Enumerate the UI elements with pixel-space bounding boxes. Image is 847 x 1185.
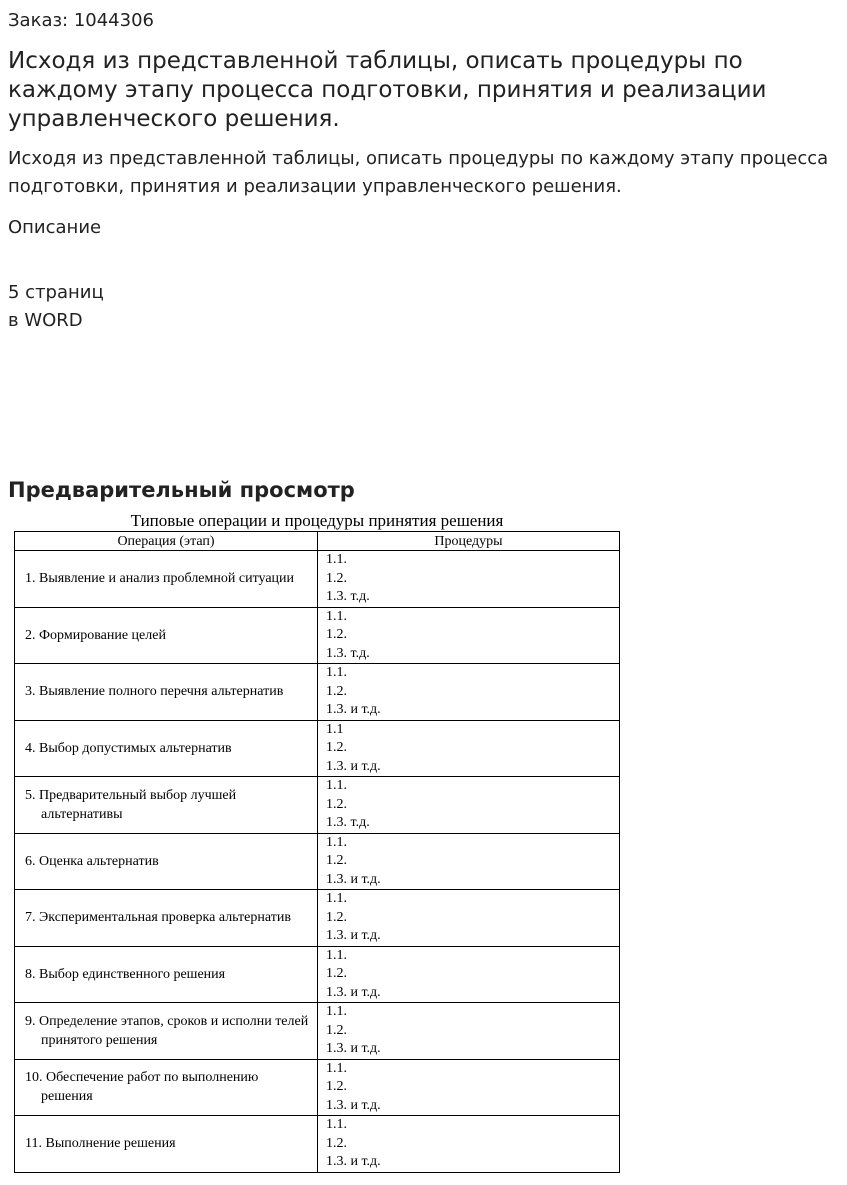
procedure-item: 1.1.: [326, 891, 347, 906]
procedure-item: 1.3. и т.д.: [326, 871, 381, 887]
procedure-item: 1.2.: [326, 740, 347, 755]
procedure-item: 1.1.: [326, 1117, 347, 1132]
procedure-item: 1.3. и т.д.: [326, 1154, 381, 1169]
operation-cell: [15, 833, 318, 890]
procedure-item: 1.1.: [326, 552, 347, 567]
table-row: [15, 1116, 620, 1173]
page-count: 5 страниц: [8, 282, 104, 303]
table-row: [15, 664, 620, 721]
document-info: [8, 279, 104, 335]
table-row: [15, 946, 620, 1003]
procedures-cell: [318, 720, 620, 777]
operation-cell: [15, 1116, 318, 1173]
procedure-item: 1.2.: [326, 796, 347, 812]
procedure-item: 1.3. т.д.: [326, 589, 370, 604]
procedure-item: 1.3. т.д.: [326, 815, 370, 830]
procedures-cell: [318, 551, 620, 608]
table-row: [15, 1003, 620, 1060]
operation-cell: [15, 946, 318, 1003]
procedures-cell: [318, 946, 620, 1003]
operation-cell: [15, 890, 318, 947]
procedure-item: 1.1.: [326, 834, 347, 850]
operation-text: 10. Обеспечение работ по выполнению решения: [25, 1070, 259, 1105]
operation-cell: [15, 720, 318, 777]
operation-text: 6. Оценка альтернатив: [25, 853, 159, 869]
table-row: [15, 607, 620, 664]
procedure-item: 1.1.: [326, 947, 347, 963]
procedure-item: 1.2.: [326, 853, 347, 868]
operation-cell: [15, 551, 318, 608]
description-label: Описание: [8, 217, 102, 238]
table-body: [15, 551, 620, 1173]
operation-cell: [15, 664, 318, 721]
procedure-item: 1.1.: [326, 665, 347, 680]
procedure-item: 1.1.: [326, 1004, 347, 1019]
preview-heading: Предварительный просмотр: [8, 478, 355, 502]
operation-text: 11. Выполнение решения: [25, 1136, 176, 1152]
procedures-cell: [318, 833, 620, 890]
table-row: [15, 1059, 620, 1116]
procedures-cell: [318, 1059, 620, 1116]
page-title: Исходя из представленной таблицы, описать процедуры по каждому этапу процесса подготовки, принятия и реализации управленческого решения.: [8, 48, 767, 132]
procedure-item: 1.2.: [326, 1022, 347, 1038]
procedures-cell: [318, 1116, 620, 1173]
procedure-item: 1.1.: [326, 1060, 347, 1076]
table-header-row: [15, 532, 620, 551]
procedures-cell: [318, 1003, 620, 1060]
procedure-item: 1.1.: [326, 608, 347, 624]
table-row: [15, 890, 620, 947]
order-number: Заказ: 1044306: [8, 10, 154, 31]
procedure-item: 1.2.: [326, 1079, 347, 1094]
procedure-item: 1.2.: [326, 570, 347, 586]
procedure-item: 1.3. и т.д.: [326, 1097, 381, 1113]
procedures-table: [14, 531, 620, 1173]
procedure-item: 1.2.: [326, 909, 347, 925]
table-caption: Типовые операции и процедуры принятия решения: [130, 511, 504, 530]
operation-cell: [15, 777, 318, 834]
procedure-item: 1.3. и т.д.: [326, 928, 381, 943]
operation-cell: [15, 607, 318, 664]
procedure-item: 1.1.: [326, 778, 347, 793]
procedures-cell: [318, 607, 620, 664]
operation-text: 7. Экспериментальная проверка альтернатив: [25, 910, 291, 926]
procedure-item: 1.3. т.д.: [326, 645, 370, 661]
header-operation: Операция (этап): [15, 532, 318, 551]
header-procedures: Процедуры: [318, 532, 620, 551]
operation-cell: [15, 1003, 318, 1060]
operation-text: 5. Предварительный выбор лучшей альтернативы: [25, 787, 237, 822]
table-row: [15, 720, 620, 777]
operation-text: 1. Выявление и анализ проблемной ситуации: [25, 571, 295, 587]
procedures-cell: [318, 890, 620, 947]
procedure-item: 1.2.: [326, 966, 347, 981]
procedure-item: 1.2.: [326, 627, 347, 642]
table-row: [15, 833, 620, 890]
procedure-item: 1.3. и т.д.: [326, 702, 381, 717]
operation-text: 9. Определение этапов, сроков и исполни телей принятого решения: [25, 1013, 309, 1048]
procedure-item: 1.3. и т.д.: [326, 1041, 381, 1056]
procedure-item: 1.2.: [326, 1135, 347, 1151]
procedure-item: 1.3. и т.д.: [326, 758, 381, 774]
operation-text: 2. Формирование целей: [25, 627, 166, 643]
file-format: в WORD: [8, 310, 83, 331]
procedure-item: 1.1: [326, 721, 344, 737]
procedures-cell: [318, 664, 620, 721]
operation-text: 3. Выявление полного перечня альтернатив: [25, 684, 284, 700]
procedure-item: 1.2.: [326, 683, 347, 699]
operation-text: 4. Выбор допустимых альтернатив: [25, 740, 232, 756]
table-row: [15, 777, 620, 834]
procedures-cell: [318, 777, 620, 834]
procedure-item: 1.3. и т.д.: [326, 984, 381, 1000]
operation-cell: [15, 1059, 318, 1116]
operation-text: 8. Выбор единственного решения: [25, 966, 226, 982]
task-description: Исходя из представленной таблицы, описать процедуры по каждому этапу процесса подготовки, принятия и реализации управленческого решения.: [8, 148, 829, 197]
table-row: [15, 551, 620, 608]
